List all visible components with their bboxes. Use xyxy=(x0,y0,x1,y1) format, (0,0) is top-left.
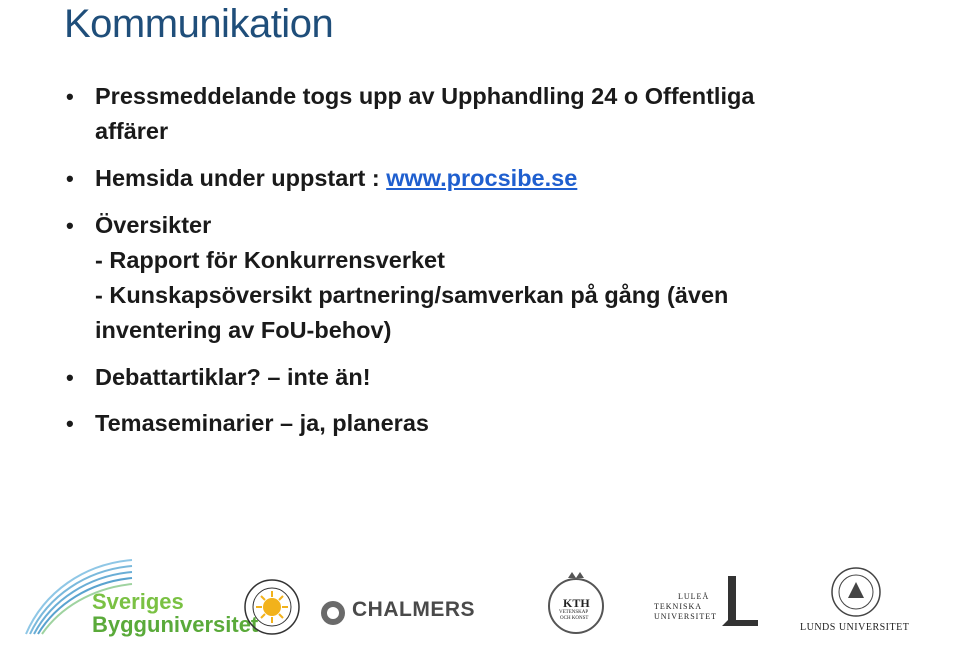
bullet-text-line: - Kunskapsöversikt partnering/samverkan på gång (även xyxy=(95,282,729,308)
ltu-text: TEKNISKA xyxy=(654,602,702,611)
sveriges-bygguniversitet-logo xyxy=(24,552,259,644)
bullet-item xyxy=(66,360,371,395)
slide-title: Kommunikation xyxy=(64,2,334,46)
sveriges-text: Sveriges xyxy=(92,589,184,614)
kth-logo xyxy=(546,570,606,636)
bullet-marker: • xyxy=(66,166,74,191)
ltu-text: LULEÅ xyxy=(678,592,710,601)
ltu-text: UNIVERSITET xyxy=(654,612,717,621)
website-link[interactable]: www.procsibe.se xyxy=(386,165,578,191)
kth-text: KTH xyxy=(563,596,590,610)
bullet-text-line: affärer xyxy=(95,118,169,144)
bullet-marker: • xyxy=(66,84,74,109)
lund-text: LUNDS UNIVERSITET xyxy=(800,622,910,633)
kth-sub-text: OCH KONST xyxy=(560,616,589,621)
lund-seal-icon xyxy=(830,566,882,618)
bullet-text-line: inventering av FoU-behov) xyxy=(95,317,392,343)
kth-sub-text: VETENSKAP xyxy=(559,610,589,615)
bygguniversitet-text: Bygguniversitet xyxy=(92,612,259,637)
bullet-text-line: Översikter xyxy=(95,212,212,238)
bullet-item xyxy=(66,79,755,149)
ltu-l-icon xyxy=(718,574,762,628)
bullet-text-line: Pressmeddelande togs upp av Upphandling 24 o Offentliga xyxy=(95,83,755,109)
bullet-text-line: Debattartiklar? – inte än! xyxy=(95,364,371,390)
sun-emblem-icon xyxy=(243,578,301,636)
partner-logos xyxy=(0,540,960,646)
bullet-text: Hemsida under uppstart : xyxy=(95,165,387,191)
bullet-marker: • xyxy=(66,411,74,436)
ltu-logo xyxy=(654,574,764,638)
bullet-item xyxy=(66,161,578,196)
lunds-universitet-logo xyxy=(800,566,920,642)
chalmers-emblem-icon xyxy=(318,600,348,626)
bullet-text-line: Temaseminarier – ja, planeras xyxy=(95,410,429,436)
bullet-item xyxy=(66,406,429,441)
bullet-marker: • xyxy=(66,365,74,390)
bullet-marker: • xyxy=(66,213,74,238)
karlstad-universitet-logo xyxy=(243,578,301,636)
bullet-text-line: - Rapport för Konkurrensverket xyxy=(95,247,445,273)
bullet-item xyxy=(66,208,729,348)
chalmers-text: CHALMERS xyxy=(352,598,475,621)
